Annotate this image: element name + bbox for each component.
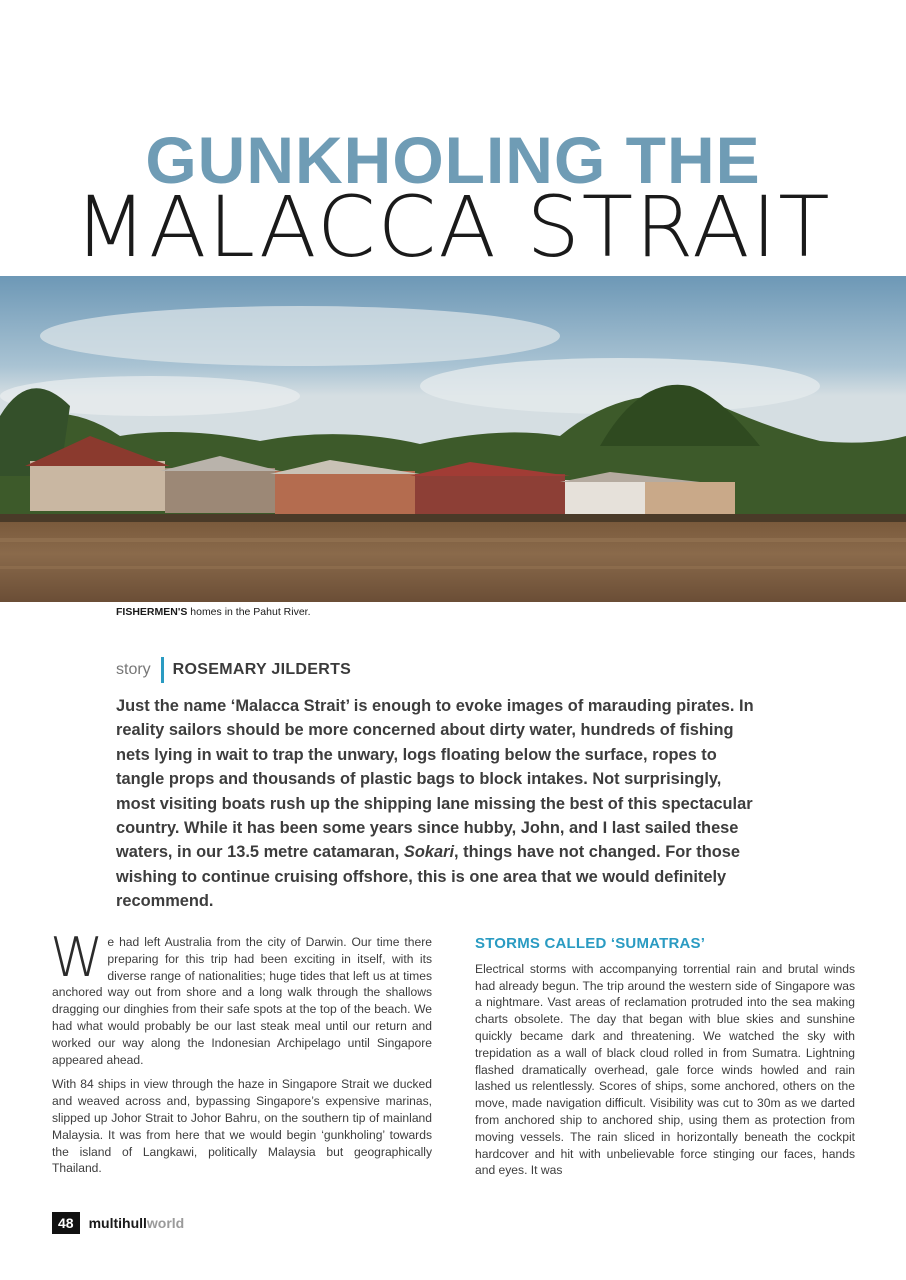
- section-heading: STORMS CALLED ‘SUMATRAS’: [475, 935, 706, 952]
- brand-bold: multihull: [88, 1215, 147, 1231]
- byline-label: story: [116, 661, 151, 678]
- author-name: ROSEMARY JILDERTS: [172, 661, 352, 678]
- boat-name: Sokari: [403, 843, 454, 862]
- standfirst-text-1: Just the name ‘Malacca Strait’ is enough to evoke images of marauding pirates. In reality sailors should be more concerned about dirty water, hundreds of fishing nets lying in wait to trap the unwary, logs floating below the surface, ropes to tangle props and thousands of plastic bags to block intakes. Not surprisingly, most visiting boats rush up the shipping lane missing the best of this spectacular country. While it has been some years since hubby, John, and I last sailed these waters, in our 13.5 metre catamaran,: [116, 697, 754, 862]
- page-number: 48: [52, 1212, 80, 1234]
- headline-line-2: [0, 178, 906, 276]
- cloud: [40, 306, 560, 366]
- headline-line-2-text: MALACCA STRAIT: [74, 178, 832, 276]
- body-paragraph: [50, 926, 432, 1068]
- brand-light: world: [146, 1215, 185, 1231]
- river-photo: [0, 276, 906, 602]
- byline: [116, 656, 351, 684]
- drop-cap: W: [50, 926, 104, 989]
- body-column-left: [50, 926, 432, 1185]
- body-paragraph: With 84 ships in view through the haze in Singapore Strait we ducked and weaved across and, bypassing Singapore’s expensive marinas, slipped up Johor Strait to Johor Bahru, on the southern tip of mainland Malaysia. It was from here that we would begin ‘gunkholing’ towards the island of Langkawi, politically Malaysia but geographically Thailand.: [52, 1077, 432, 1176]
- magazine-brand: [89, 1215, 185, 1231]
- page-footer: [52, 1212, 184, 1234]
- river-water: [0, 522, 906, 602]
- caption-lead: FISHERMEN'S: [116, 606, 188, 618]
- photo-caption: [116, 606, 311, 618]
- body-paragraph: Electrical storms with accompanying torrential rain and brutal winds had already begun. The trip around the western side of Singapore was a nightmare. Vast areas of reclamation protruded into the sea making charts obsolete. The day that began with blue skies and sunshine quickly became dark and threatening. We watched the sky with trepidation as a wall of black cloud rolled in from Sumatra. Lightning flashed dramatically overhead, gale force winds howled and rain lashed us relentlessly. Scores of ships, some anchored, others on the move, made navigation difficult. Visibility was cut to 30m as we darted from anchored ship to anchored ship, using them as protection from moving vessels. The rain sliced in horizontally beneath the cockpit hardcover and hit with unbelievable force stinging our faces, hands and eyes. It was: [475, 961, 855, 1178]
- standfirst-text-2: , things have not changed. For those wishing to continue cruising offshore, this is one area that we would definitely recommend.: [116, 843, 740, 911]
- standfirst: [116, 694, 756, 914]
- headline-line-1: GUNKHOLING THE: [145, 123, 761, 197]
- byline-divider: [161, 657, 164, 683]
- caption-text: homes in the Pahut River.: [187, 606, 311, 618]
- paragraph-text: e had left Australia from the city of Darwin. Our time there preparing for this trip had been exciting in itself, with its diverse range of nationalities; huge tides that left us at times anchored way out from shore and a long walk through the shallows dragging our dinghies from their safe spots at the top of the beach. We had what would probably be our last steak meal until our return and worked our way along the Indonesian Archipelago until Singapore appeared ahead.: [52, 935, 432, 1067]
- body-column-right: [475, 934, 855, 1187]
